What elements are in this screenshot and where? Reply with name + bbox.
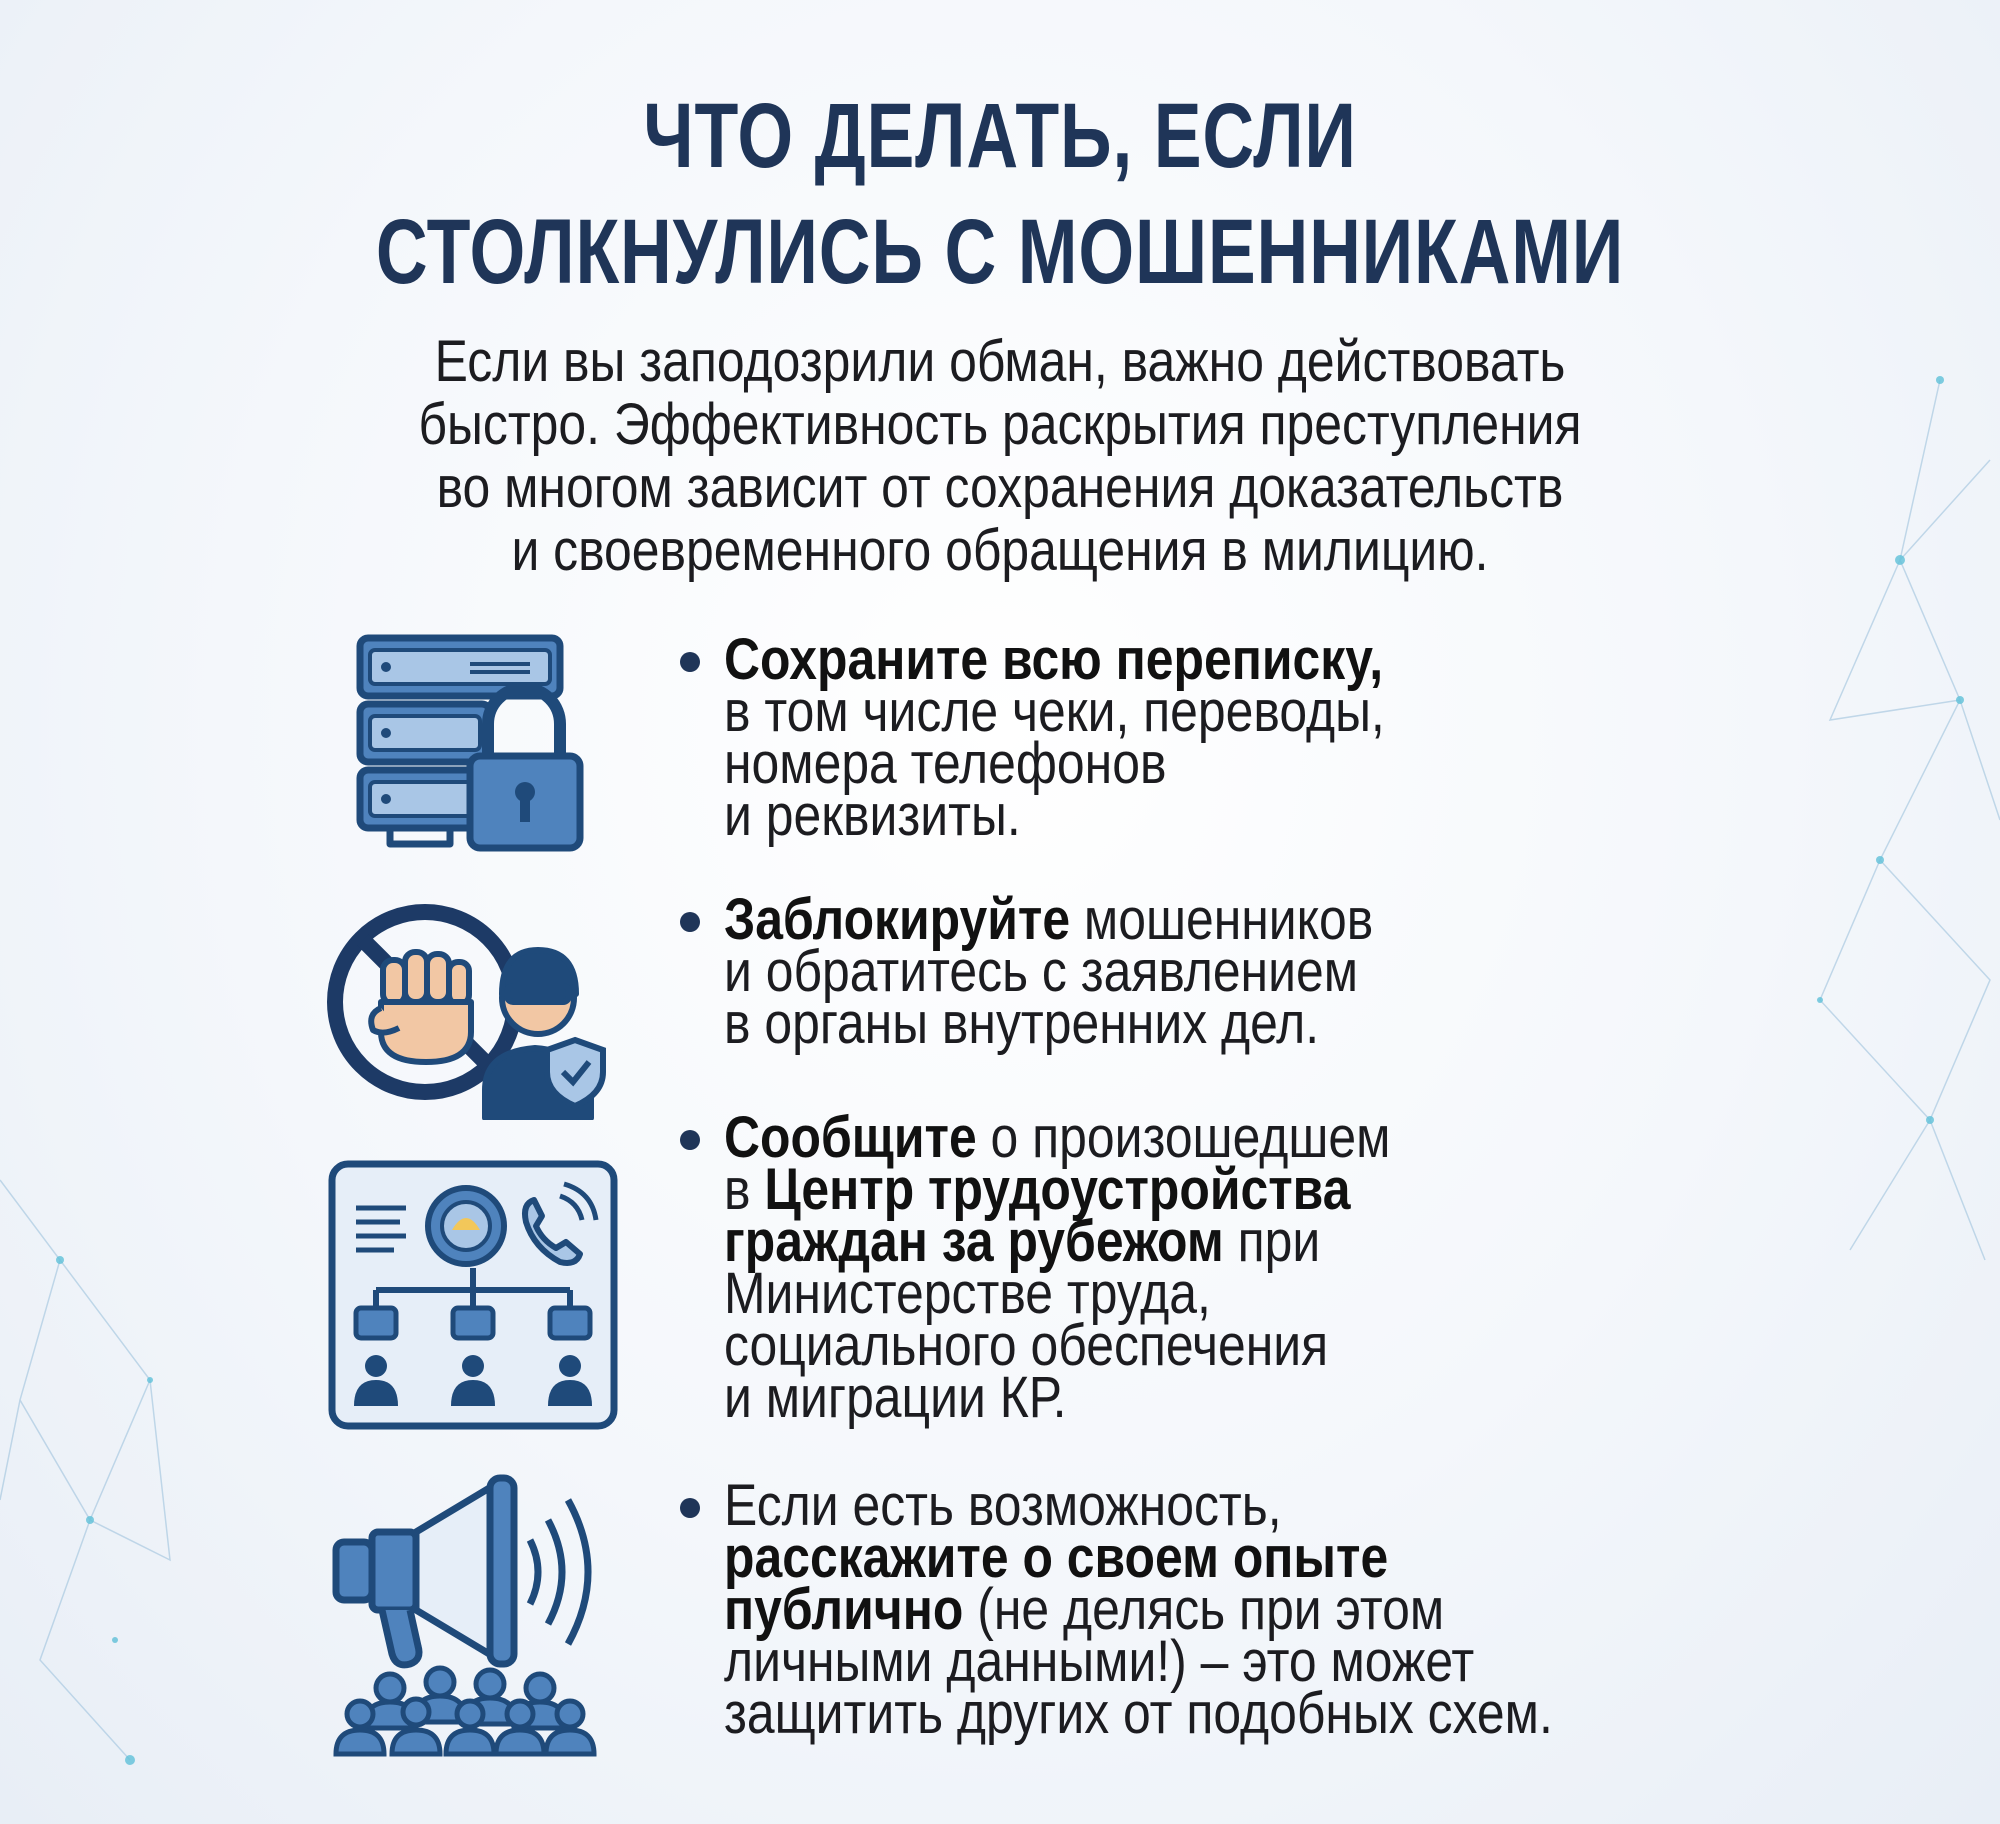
megaphone-crowd-icon bbox=[330, 1470, 630, 1760]
item-text: о произошедшем bbox=[976, 1105, 1391, 1170]
item-bold-text: публично bbox=[724, 1577, 964, 1642]
item-bold-text: Центр трудоустройства bbox=[764, 1157, 1351, 1222]
item-text: в bbox=[724, 1157, 765, 1222]
block-fraudster-icon bbox=[325, 890, 625, 1120]
intro-line: во многом зависит от сохранения доказательств bbox=[436, 455, 1564, 520]
item-bold-text: граждан за рубежом bbox=[724, 1209, 1224, 1274]
item-text: защитить других от подобных схем. bbox=[724, 1681, 1553, 1746]
list-item-share-experience bbox=[724, 1473, 1756, 1746]
page-title bbox=[220, 78, 1780, 310]
organization-contact-icon bbox=[328, 1160, 618, 1432]
item-text: при bbox=[1223, 1209, 1321, 1274]
item-text: и реквизиты. bbox=[724, 783, 1021, 848]
item-bold-text: Заблокируйте bbox=[724, 887, 1071, 952]
item-bold-text: расскажите о своем опыте bbox=[724, 1525, 1389, 1590]
intro-line: быстро. Эффективность раскрытия преступления bbox=[418, 392, 1582, 457]
bullet-dot bbox=[680, 912, 700, 932]
item-text: Если есть возможность, bbox=[724, 1473, 1282, 1538]
item-text: и миграции КР. bbox=[724, 1365, 1067, 1430]
item-text: личными данными!) – это может bbox=[724, 1629, 1475, 1694]
bullet-dot bbox=[680, 1498, 700, 1518]
item-bold-text: Сообщите bbox=[724, 1105, 977, 1170]
item-text: социального обеспечения bbox=[724, 1313, 1329, 1378]
intro-line: и своевременного обращения в милицию. bbox=[511, 518, 1489, 583]
bullet-dot bbox=[680, 1130, 700, 1150]
item-text: мошенников bbox=[1070, 887, 1374, 952]
intro-line: Если вы заподозрили обман, важно действовать bbox=[434, 329, 1566, 394]
item-text: (не делясь при этом bbox=[963, 1577, 1445, 1642]
bullet-dot bbox=[680, 652, 700, 672]
item-text: Министерстве труда, bbox=[724, 1261, 1211, 1326]
item-text: номера телефонов bbox=[724, 731, 1167, 796]
intro-paragraph bbox=[140, 330, 1860, 582]
server-lock-icon bbox=[350, 630, 600, 860]
list-item-save-correspondence bbox=[724, 627, 1756, 848]
item-bold-text: Сохраните всю переписку, bbox=[724, 627, 1384, 692]
item-text: в том числе чеки, переводы, bbox=[724, 679, 1385, 744]
list-item-report bbox=[724, 1105, 1756, 1430]
title-line-1: ЧТО ДЕЛАТЬ, ЕСЛИ bbox=[643, 85, 1357, 187]
title-line-2: СТОЛКНУЛИСЬ С МОШЕННИКАМИ bbox=[375, 201, 1625, 303]
item-text: в органы внутренних дел. bbox=[724, 991, 1320, 1056]
list-item-block-fraudsters bbox=[724, 887, 1756, 1056]
item-text: и обратитесь с заявлением bbox=[724, 939, 1359, 1004]
